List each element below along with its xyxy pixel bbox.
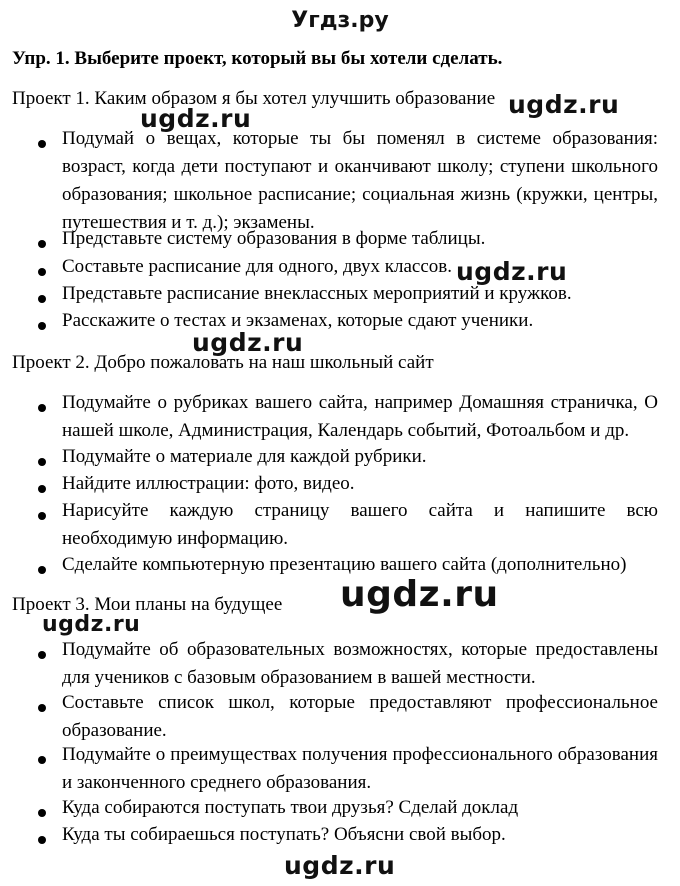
project-2-title: Проект 2. Добро пожаловать на наш школьный сайт — [12, 352, 434, 373]
bullet-icon — [38, 140, 46, 148]
exercise-heading: Упр. 1. Выберите проект, который вы бы хотели сделать. — [12, 48, 503, 69]
project-2-item-5: Сделайте компьютерную презентацию вашего сайта (дополнительно) — [62, 554, 627, 575]
watermark: ugdz.ru — [340, 574, 499, 615]
project-1-item-1: Подумай о вещах, которые ты бы поменял в системе образования: возраст, когда дети поступают и оканчивают школу; ступени школьного образования; школьное расписание; социальная жизнь (кружки, центры, путешествия и т. д.); экзамены. — [62, 128, 658, 233]
project-1-item-3: Составьте расписание для одного, двух классов. — [62, 256, 452, 277]
watermark: ugdz.ru — [140, 104, 252, 133]
project-3-title: Проект 3. Мои планы на будущее — [12, 594, 283, 615]
project-1-item-2: Представьте систему образования в форме таблицы. — [62, 228, 486, 249]
bullet-icon — [38, 651, 46, 659]
project-2-item-4: Нарисуйте каждую страницу вашего сайта и напишите всю необходимую информацию. — [62, 500, 658, 549]
project-3-item-2: Составьте список школ, которые предоставляют профессиональное образование. — [62, 692, 658, 741]
bullet-icon — [38, 295, 46, 303]
bullet-icon — [38, 836, 46, 844]
bullet-icon — [38, 240, 46, 248]
project-1-item-4: Представьте расписание внеклассных мероприятий и кружков. — [62, 283, 572, 304]
bullet-icon — [38, 756, 46, 764]
project-3-item-1: Подумайте об образовательных возможностях, которые предоставлены для учеников с базовым образованием в вашей местности. — [62, 639, 658, 688]
project-1-item-5: Расскажите о тестах и экзаменах, которые сдают ученики. — [62, 310, 534, 331]
bullet-icon — [38, 809, 46, 817]
watermark: ugdz.ru — [284, 851, 396, 880]
project-2-item-2: Подумайте о материале для каждой рубрики. — [62, 446, 427, 467]
project-2-item-1: Подумайте о рубриках вашего сайта, например Домашняя страничка, О нашей школе, Администрация, Календарь событий, Фотоальбом и др. — [62, 392, 658, 441]
bullet-icon — [38, 566, 46, 574]
project-3-item-3: Подумайте о преимуществах получения профессионального образования и законченного среднего образования. — [62, 744, 658, 793]
project-2-item-3: Найдите иллюстрации: фото, видео. — [62, 473, 355, 494]
bullet-icon — [38, 704, 46, 712]
site-title: Угдз.ру — [291, 8, 389, 33]
project-3-item-4: Куда собираются поступать твои друзья? Сделай доклад — [62, 797, 519, 818]
watermark: ugdz.ru — [192, 328, 304, 357]
bullet-icon — [38, 322, 46, 330]
project-1-title: Проект 1. Каким образом я бы хотел улучшить образование — [12, 88, 496, 109]
watermark: ugdz.ru — [42, 612, 141, 637]
bullet-icon — [38, 512, 46, 520]
bullet-icon — [38, 458, 46, 466]
bullet-icon — [38, 268, 46, 276]
project-3-item-5: Куда ты собираешься поступать? Объясни свой выбор. — [62, 824, 506, 845]
bullet-icon — [38, 404, 46, 412]
watermark: ugdz.ru — [456, 257, 568, 286]
bullet-icon — [38, 485, 46, 493]
watermark: ugdz.ru — [508, 90, 620, 119]
